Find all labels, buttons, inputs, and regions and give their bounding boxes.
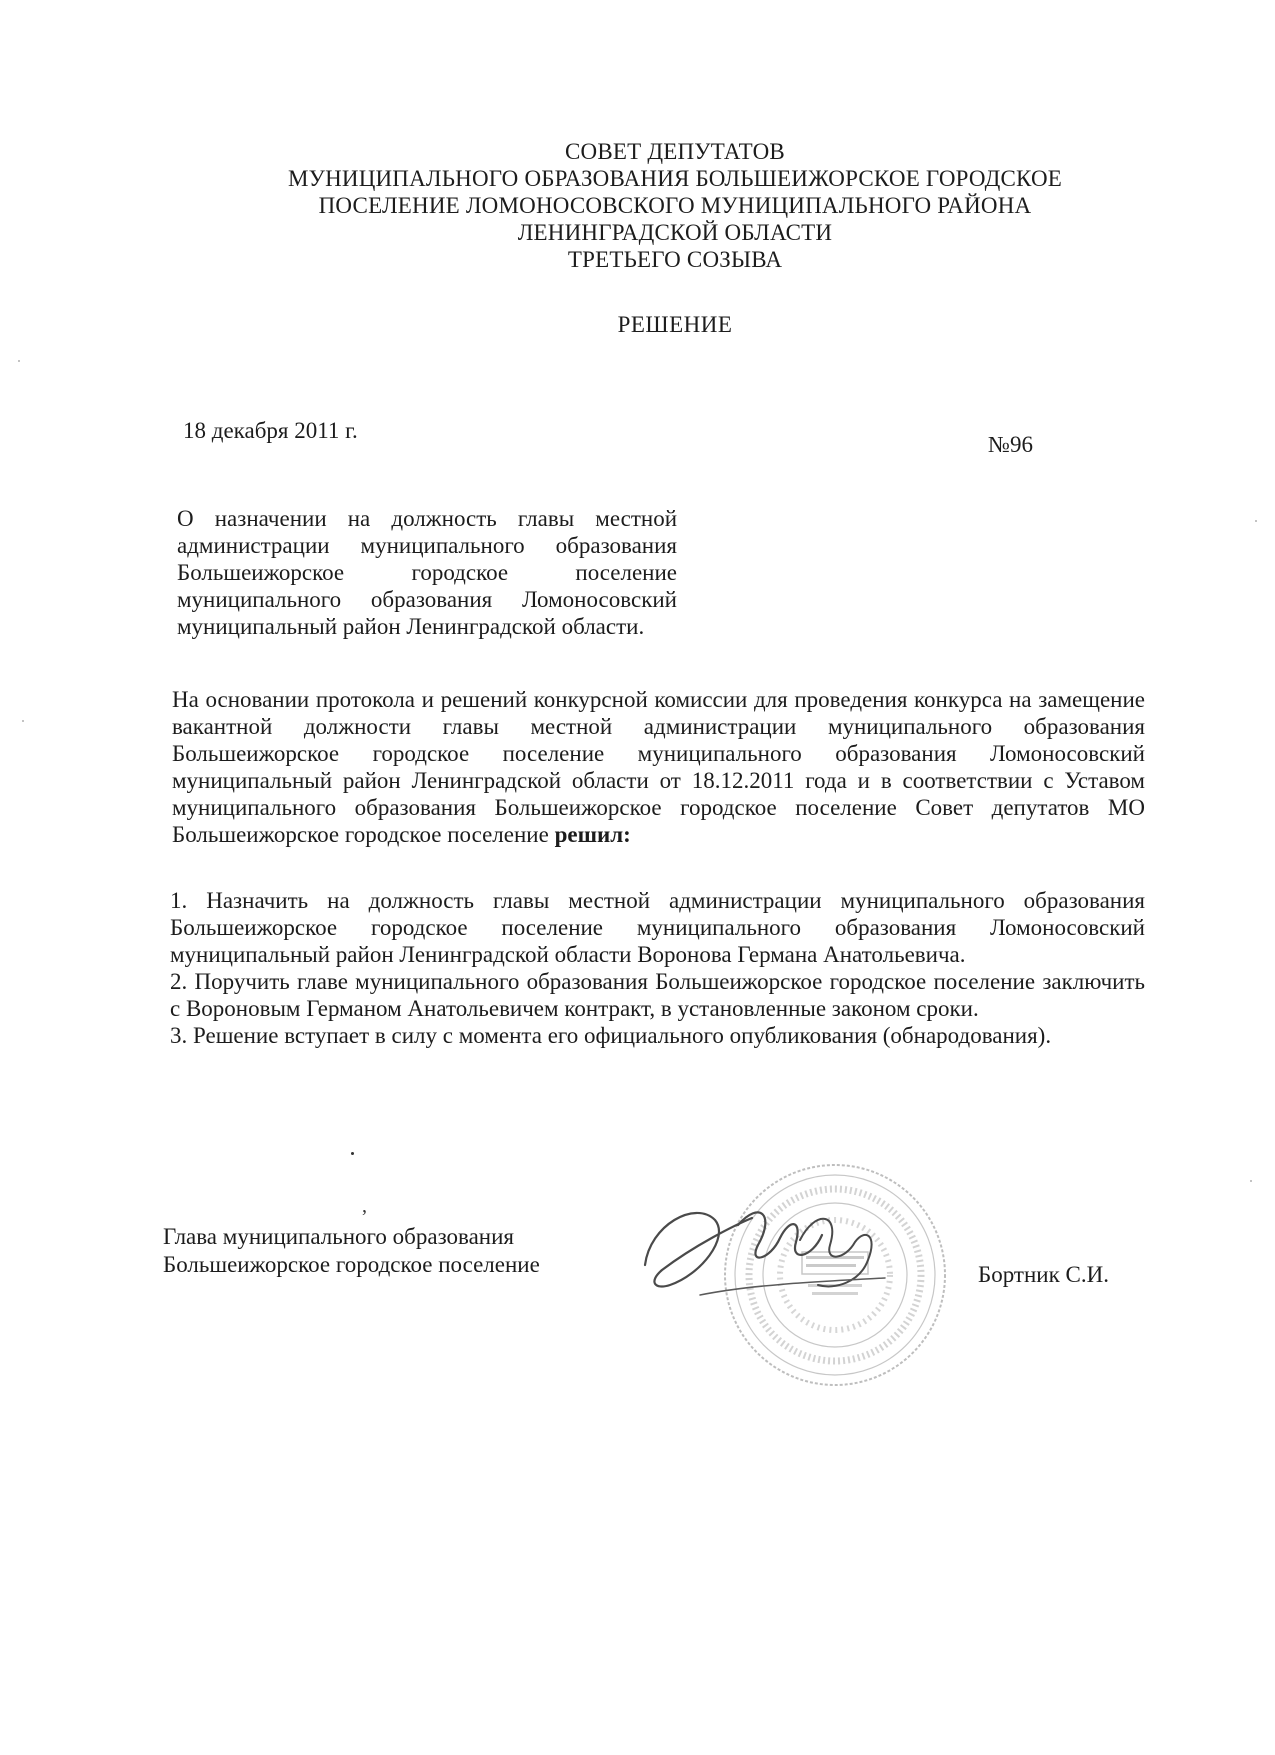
preamble-paragraph	[172, 686, 1145, 848]
scan-speck	[1250, 1180, 1252, 1182]
header-convocation: ТРЕТЬЕГО СОЗЫВА	[567, 247, 783, 272]
stray-comma-mark: ,	[362, 1195, 367, 1217]
subject-line: Большеижорское городское поселение	[177, 560, 677, 585]
resolved-word: решил:	[554, 822, 631, 847]
signatory-title	[163, 1223, 540, 1279]
document-date: 18 декабря 2011 г.	[183, 418, 358, 443]
header-council: СОВЕТ ДЕПУТАТОВ	[565, 139, 785, 164]
resolution-item: 3. Решение вступает в силу с момента его официального опубликования (обнародования).	[170, 1023, 1052, 1048]
preamble-text: На основании протокола и решений конкурсной комиссии для проведения конкурса на замещение вакантной должности главы местной администрации муниципального образования Большеижорское городское поселение муниципального образования Ломоносовский муниципальный район Ленинградской области от 18.12.2011 года и в соответствии с Уставом муниципального образования Большеижорское городское поселение Совет депутатов МО Большеижорское городское поселение	[172, 687, 1145, 847]
signatory-name: Бортник С.И.	[978, 1262, 1109, 1287]
scan-speck	[1255, 520, 1257, 522]
document-header	[150, 138, 1200, 273]
header-municipality: МУНИЦИПАЛЬНОГО ОБРАЗОВАНИЯ БОЛЬШЕИЖОРСКОЕ ГОРОДСКОЕ	[287, 166, 1063, 191]
scan-speck	[22, 720, 24, 722]
signatory-title-line: Глава муниципального образования	[163, 1224, 514, 1249]
stray-dot-mark	[351, 1152, 354, 1155]
resolution-item: 2. Поручить главе муниципального образования Большеижорское городское поселение заключить с Вороновым Германом Анатольевичем контракт, в установленные законом сроки.	[170, 969, 1145, 1021]
signatory-title-line: Большеижорское городское поселение	[163, 1252, 540, 1277]
subject-line: О назначении на должность главы местной	[177, 506, 677, 531]
subject-line: администрации муниципального образования	[177, 533, 677, 558]
header-settlement: ПОСЕЛЕНИЕ ЛОМОНОСОВСКОГО МУНИЦИПАЛЬНОГО РАЙОНА	[318, 193, 1032, 218]
subject-line: муниципальный район Ленинградской области.	[177, 614, 645, 639]
document-subject	[177, 505, 677, 640]
scan-speck	[18, 360, 20, 362]
header-region: ЛЕНИНГРАДСКОЙ ОБЛАСТИ	[517, 220, 833, 245]
document-type: РЕШЕНИЕ	[617, 312, 733, 337]
document-number: №96	[988, 432, 1033, 457]
handwritten-signature	[640, 1190, 910, 1330]
resolution-item: 1. Назначить на должность главы местной администрации муниципального образования Большеижорское городское поселение муниципального образования Ломоносовский муниципальный район Ленинградской области Воронова Германа Анатольевича.	[170, 888, 1145, 967]
subject-line: муниципального образования Ломоносовский	[177, 587, 677, 612]
resolution-items	[170, 887, 1145, 1049]
